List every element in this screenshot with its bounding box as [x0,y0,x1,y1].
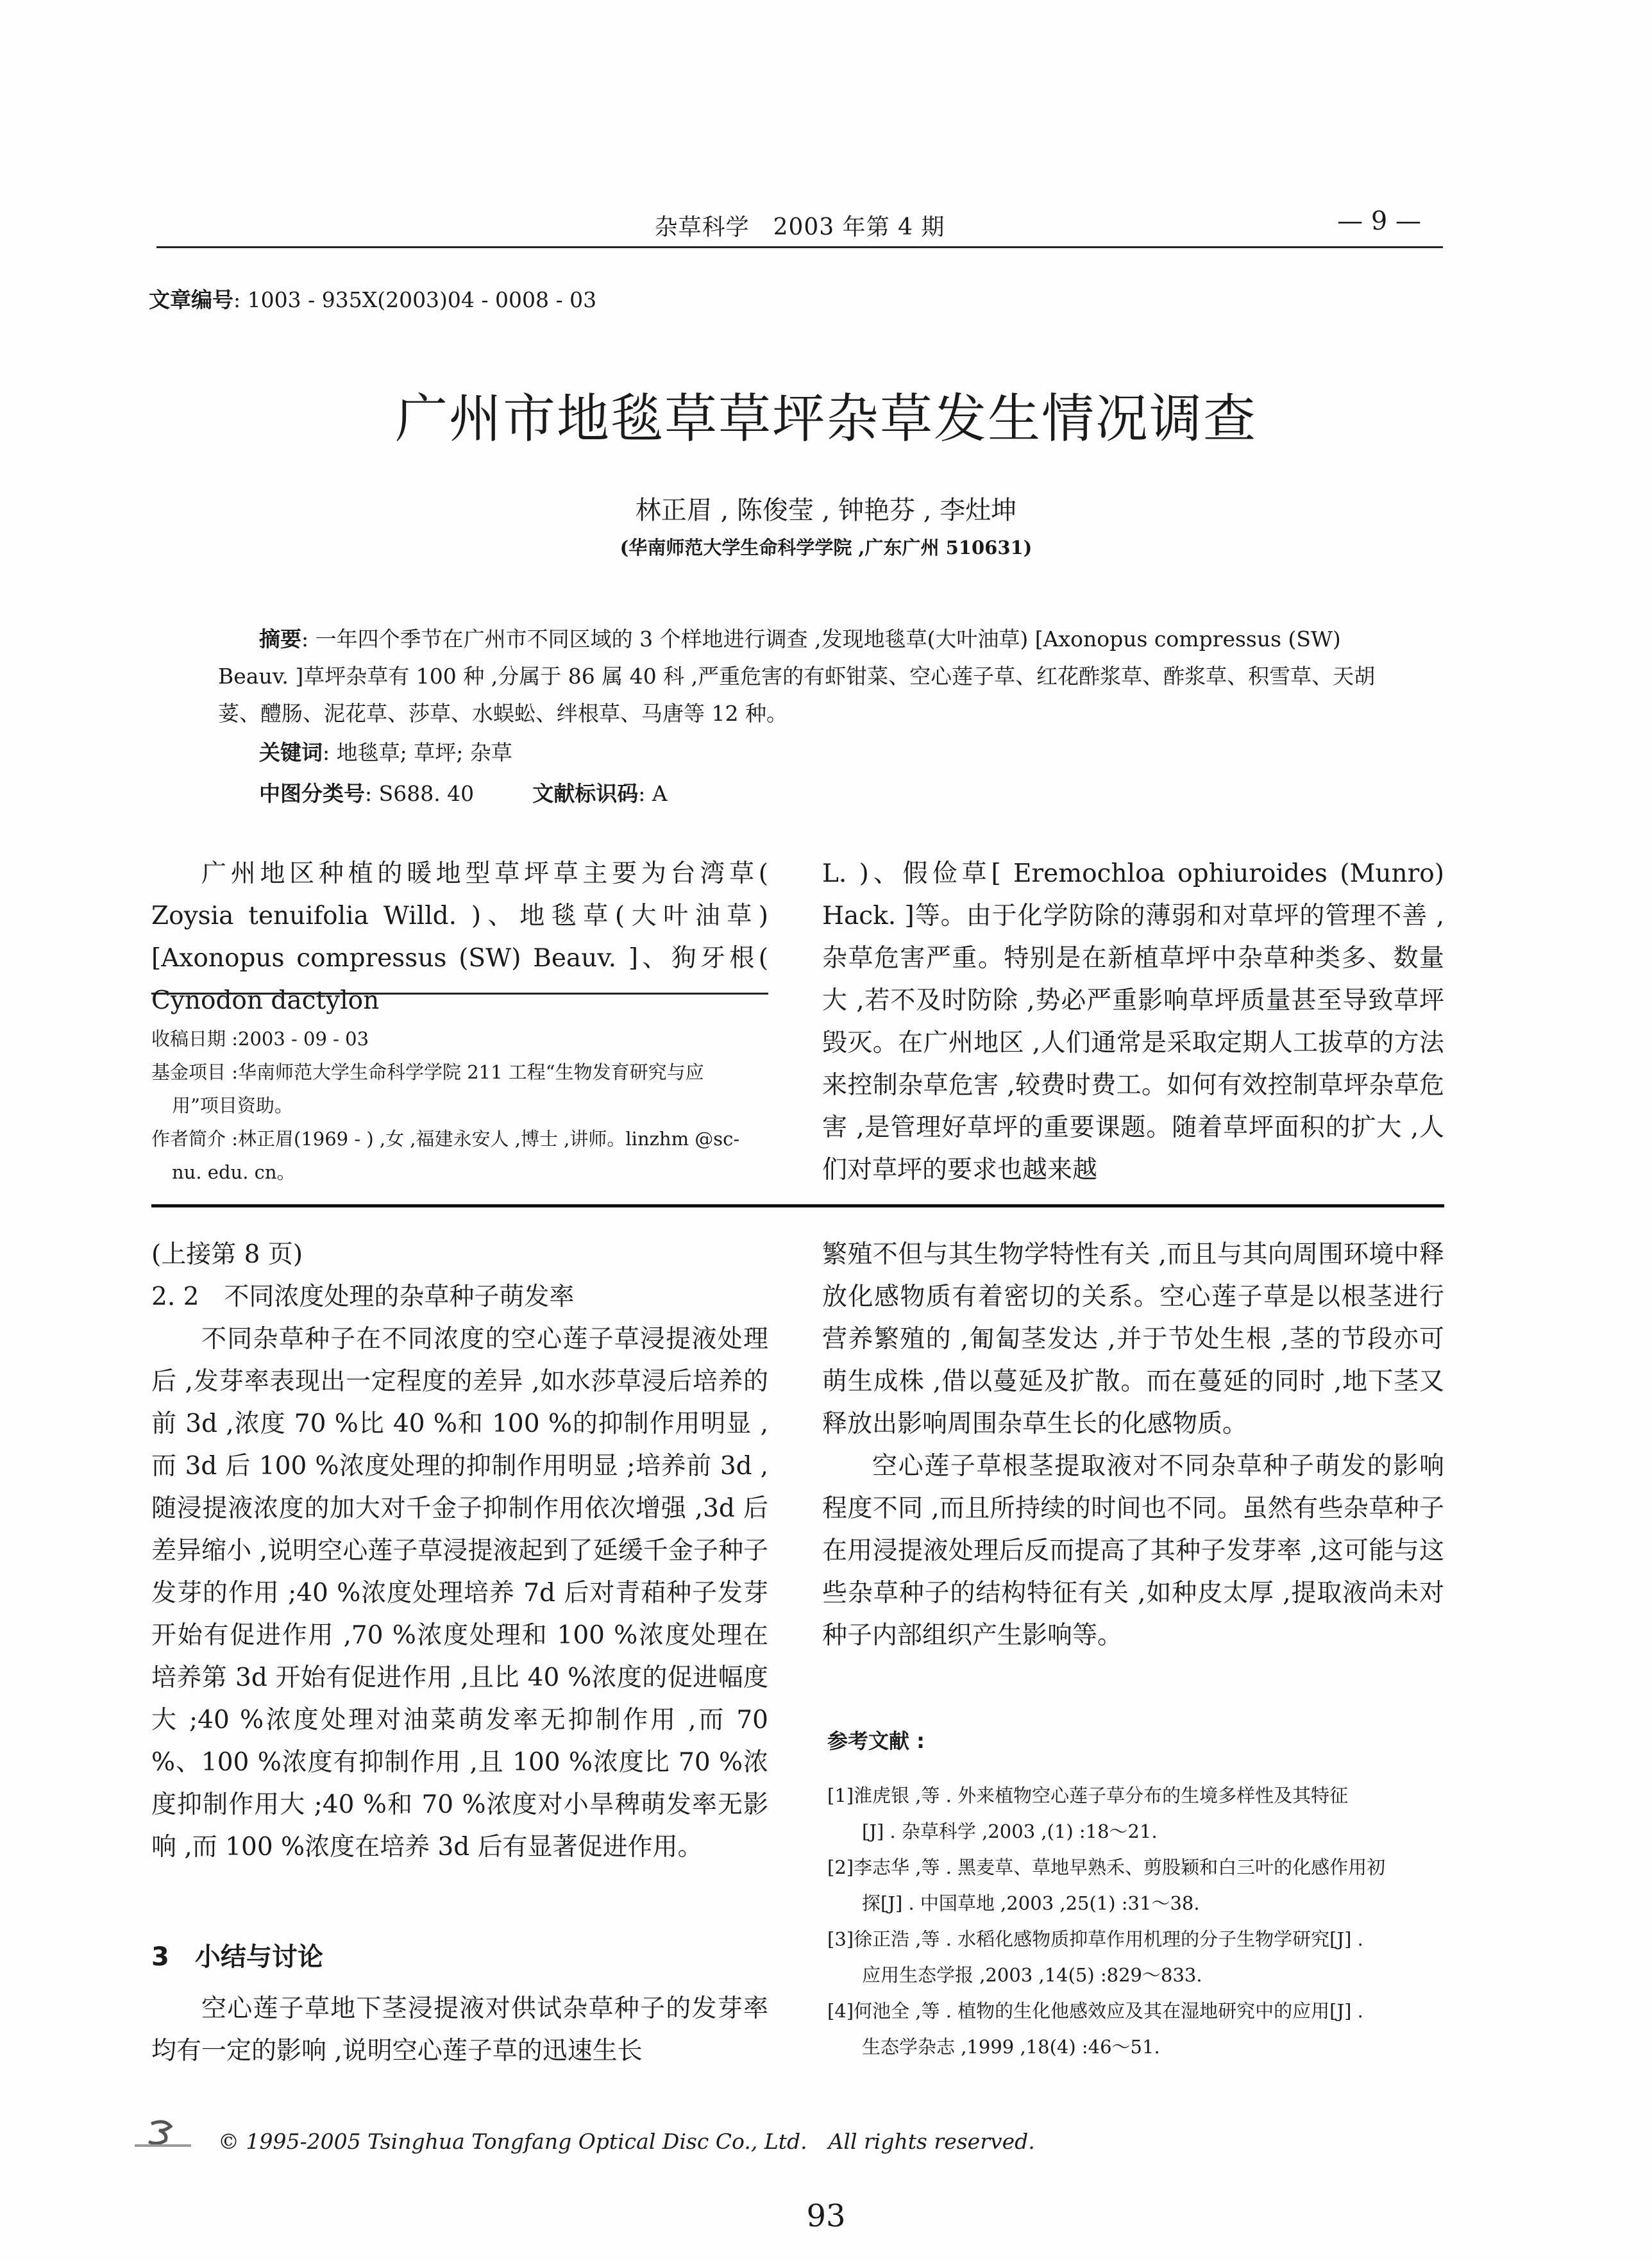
body-paragraph: 空心莲子草根茎提取液对不同杂草种子萌发的影响程度不同 ,而且所持续的时间也不同。虽然有些杂草种子在用浸提液处理后反而提高了其种子发芽率 ,这可能与这些杂草种子的结构特征有关 ,如种皮太厚 ,提取液尚未对种子内部组织产生影响等。 [822,1452,1444,1650]
body-paragraph: 繁殖不但与其生物学特性有关 ,而且与其向周围环境中释放化感物质有着密切的关系。空心莲子草是以根茎进行营养繁殖的 ,匍匐茎发达 ,并于节处生根 ,茎的节段亦可萌生成株 ,借以蔓延及扩散。而在蔓延的同时 ,地下茎又释放出影响周围杂草生长的化感物质。 [822,1240,1444,1438]
abstract-label: 摘要 [259,626,301,651]
article-number-label: 文章编号 [149,287,233,312]
body-paragraph: 不同杂草种子在不同浓度的空心莲子草浸提液处理后 ,发芽率表现出一定程度的差异 ,如水莎草浸后培养的前 3d ,浓度 70 %比 40 %和 100 %的抑制作用明显 ,而 3d 后 100 %浓度处理的抑制作用明显 ;培养前 3d ,随浸提液浓度的加大对千金子抑制作用依次增强 ,3d 后差异缩小 ,说明空心莲子草浸提液起到了延缓千金子种子发芽的作用 ;40 %浓度处理培养 7d 后对青葙种子发芽开始有促进作用 ,70 %浓度处理和 100 %浓度处理在培养第 3d 开始有促进作用 ,且比 40 %浓度的促进幅度大 ;40 %浓度处理对油菜萌发率无抑制作用 ,而 70 %、100 %浓度有抑制作用 ,且 100 %浓度比 70 %浓度抑制作用大 ;40 %和 70 %浓度对小旱稗萌发率无影响 ,而 100 %浓度在培养 3d 后有显著促进作用。 [151,1325,768,1862]
intro-paragraph: 广州地区种植的暖地型草坪草主要为台湾草( Zoysia tenuifolia Willd. )、地毯草(大叶油草) [Axonopus compressus (SW) Beauv. ]、狗牙根( Cynodon dactylon [151,859,768,1015]
reference-item: [2]李志华 ,等 . 黑麦草、草地早熟禾、剪股颖和白三叶的化感作用初 [827,1856,1386,1878]
article-number [149,283,596,314]
section-3-heading: 3 小结与讨论 [151,1942,323,1972]
reference-item-cont: 应用生态学报 ,2003 ,14(5) :829～833. [862,1964,1202,1986]
body-left-column [151,1234,768,1869]
keywords-label: 关键词 [259,740,323,765]
author-bio: 作者简介 :林正眉(1969 - ) ,女 ,福建永安人 ,博士 ,讲师。linzhm @sc- [151,1128,740,1150]
continued-note: (上接第 8 页) [151,1240,303,1269]
section-divider [151,1204,1444,1207]
footnotes [151,1022,768,1189]
intro-left-column [151,853,768,1022]
footnote-divider [151,993,768,995]
doc-code-label: 文献标识码 [532,781,639,806]
reference-list [827,1778,1449,2065]
reference-item: [3]徐正浩 ,等 . 水稻化感物质抑草作用机理的分子生物学研究[J] . [827,1928,1363,1950]
body-right-column [822,1234,1444,1657]
references-heading: 参考文献 : [827,1729,925,1753]
clc-label: 中图分类号 [259,781,365,806]
publisher-logo-icon [132,2117,194,2151]
received-date: 收稿日期 :2003 - 09 - 03 [151,1028,369,1050]
clc-value: : S688. 40 [365,781,475,806]
reference-item: [1]淮虎银 ,等 . 外来植物空心莲子草分布的生境多样性及其特征 [827,1785,1349,1806]
doc-code-value: : A [638,781,668,806]
body-paragraph: 空心莲子草地下茎浸提液对供试杂草种子的发芽率均有一定的影响 ,说明空心莲子草的迅速生长 [151,1994,768,2065]
fund-note: 基金项目 :华南师范大学生命科学学院 211 工程“生物发育研究与应 [151,1061,704,1083]
keywords-text: : 地毯草; 草坪; 杂草 [323,740,512,765]
author-list: 林正眉 , 陈俊莹 , 钟艳芬 , 李灶坤 [635,496,1017,525]
affiliation: (华南师范大学生命科学学院 ,广东广州 510631) [620,537,1032,559]
classification [259,777,668,807]
paper-title: 广州市地毯草草坪杂草发生情况调查 [394,389,1257,450]
body-left-column-end [151,1988,768,2072]
intro-right-column [822,853,1444,1191]
journal-issue: 杂草科学 2003 年第 4 期 [654,214,945,240]
author-bio-cont: nu. edu. cn。 [172,1161,296,1183]
reference-item-cont: [J] . 杂草科学 ,2003 ,(1) :18～21. [862,1820,1158,1842]
page-number: — 9 — [1337,206,1421,236]
reference-item-cont: 探[J] . 中国草地 ,2003 ,25(1) :31～38. [862,1892,1200,1914]
abstract-text: : 一年四个季节在广州市不同区域的 3 个样地进行调查 ,发现地毯草(大叶油草) [Axonopus compressus (SW) Beauv. ]草坪杂草有 100 种 ,分属于 86 属 40 科 ,严重危害的有虾钳菜、空心莲子草、红花酢浆草、酢浆草、积雪草、天胡荽、醴肠、泥花草、莎草、水蜈蚣、绊根草、马唐等 12 种。 [218,626,1376,726]
abstract [218,621,1385,732]
reference-item-cont: 生态学杂志 ,1999 ,18(4) :46～51. [862,2036,1160,2058]
fund-note-cont: 用”项目资助。 [172,1095,293,1116]
folio-number: 93 [806,2198,846,2234]
article-number-value: : 1003 - 935X(2003)04 - 0008 - 03 [233,287,597,312]
keywords [259,736,512,766]
section-2-2-heading: 2. 2 不同浓度处理的杂草种子萌发率 [151,1282,575,1311]
copyright-notice: © 1995-2005 Tsinghua Tongfang Optical Disc Co., Ltd. All rights reserved. [218,2129,1035,2154]
intro-paragraph-cont: L. )、假俭草[ Eremochloa ophiuroides (Munro) Hack. ]等。由于化学防除的薄弱和对草坪的管理不善 ,杂草危害严重。特别是在新植草坪中杂草种类多、数量大 ,若不及时防除 ,势必严重影响草坪质量甚至导致草坪毁灭。在广州地区 ,人们通常是采取定期人工拔草的方法来控制杂草危害 ,较费时费工。如何有效控制草坪杂草危害 ,是管理好草坪的重要课题。随着草坪面积的扩大 ,人们对草坪的要求也越来越 [822,859,1444,1184]
running-header [156,205,1443,248]
reference-item: [4]何池全 ,等 . 植物的生化他感效应及其在湿地研究中的应用[J] . [827,2000,1363,2022]
